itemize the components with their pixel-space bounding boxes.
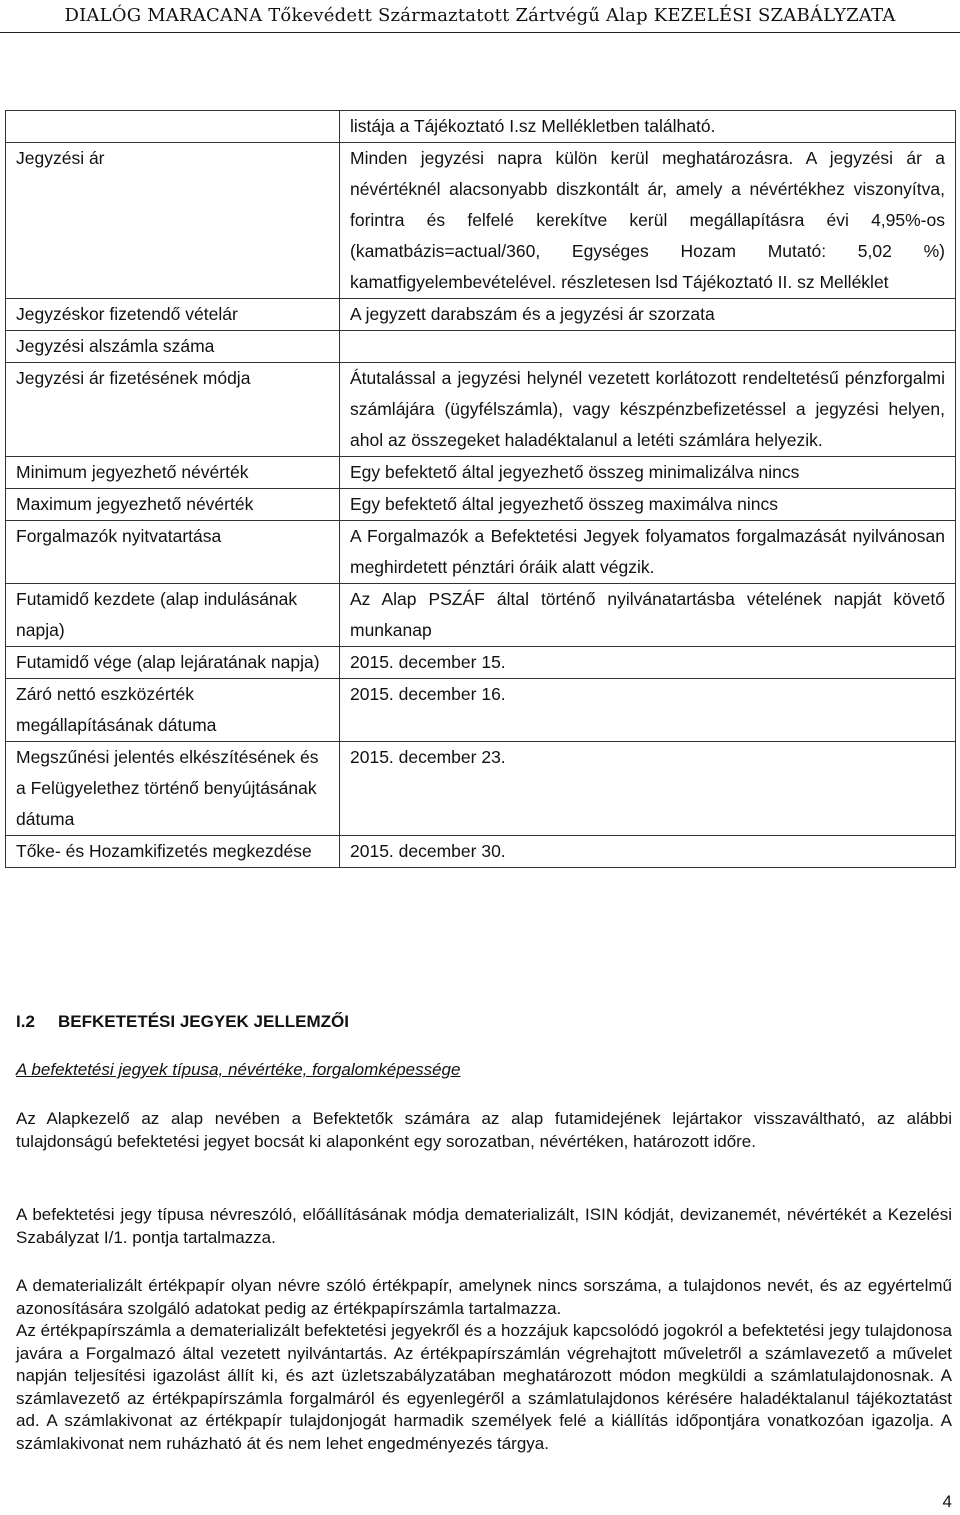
row-value: 2015. december 23.: [340, 742, 956, 836]
table-row: [6, 299, 956, 331]
paragraph: Az értékpapírszámla a dematerializált befektetési jegyekről és a hozzájuk kapcsolódó jogokról a befektetési jegy tulajdonosa javára a Forgalmazó által vezetett nyilvántartás. Az értékpapírszámlán végrehajtott műveletről a számlavezető a művelet napján teljesítési igazolást állít ki, és azt üzletszabályzatában meghatározott módon megküldi a számlatulajdonosnak. A számlavezető az értékpapírszámla forgalmáról és egyenlegéről a számlatulajdonos kérésére haladéktalanul tájékoztatást ad. A számlakivonat az értékpapír tulajdonjogát harmadik személyek felé a kiállítás időpontjára vonatkozóan igazolja. A számlakivonat nem ruházható át és nem lehet engedményezés tárgya.: [16, 1321, 952, 1453]
header-title: DIALÓG MARACANA Tőkevédett Származtatott Zártvégű Alap KEZELÉSI SZABÁLYZATA: [64, 5, 896, 26]
row-value: [340, 331, 956, 363]
body-text: [16, 1275, 952, 1455]
document-header: [0, 6, 960, 46]
table-row: [6, 679, 956, 742]
row-value: A jegyzett darabszám és a jegyzési ár szorzata: [340, 299, 956, 331]
row-value: listája a Tájékoztató I.sz Mellékletben található.: [340, 111, 956, 143]
row-value: 2015. december 30.: [340, 836, 956, 868]
section-title: BEFKETETÉSI JEGYEK JELLEMZŐI: [58, 1012, 349, 1031]
table-row: [6, 742, 956, 836]
table-row: [6, 457, 956, 489]
table-row: [6, 836, 956, 868]
table-row: [6, 489, 956, 521]
section-number: I.2: [16, 1012, 35, 1031]
row-label: Tőke- és Hozamkifizetés megkezdése: [6, 836, 340, 868]
table-row: [6, 143, 956, 299]
body-text: [16, 1204, 952, 1249]
row-value: Az Alap PSZÁF által történő nyilvánatartásba vételének napját követő munkanap: [340, 584, 956, 647]
row-label: Záró nettó eszközérték megállapításának dátuma: [6, 679, 340, 742]
row-value: 2015. december 16.: [340, 679, 956, 742]
row-label: Forgalmazók nyitvatartása: [6, 521, 340, 584]
row-label: Jegyzéskor fizetendő vételár: [6, 299, 340, 331]
row-label: Maximum jegyezhető névérték: [6, 489, 340, 521]
page-number: 4: [942, 1492, 952, 1511]
paragraph: A dematerializált értékpapír olyan névre szóló értékpapír, amelynek nincs sorszáma, a tulajdonos nevét, és az egyértelmű azonosítására szolgáló adatokat pedig az értékpapírszámla tartalmazza.: [16, 1276, 952, 1318]
row-label: Minimum jegyezhető névérték: [6, 457, 340, 489]
subheading: A befektetési jegyek típusa, névértéke, forgalomképessége: [16, 1060, 461, 1079]
row-value: Átutalással a jegyzési helynél vezetett korlátozott rendeltetésű pénzforgalmi számlájára (ügyfélszámla), vagy készpénzbefizetéssel a jegyzési helyen, ahol az összegeket haladéktalanul a letéti számlára helyezik.: [340, 363, 956, 457]
header-rule: [0, 32, 960, 33]
table-row: [6, 331, 956, 363]
paragraph: A befektetési jegy típusa névreszóló, előállításának módja dematerializált, ISIN kódját, devizanemét, névértékét a Kezelési Szabályzat I/1. pontja tartalmazza.: [16, 1205, 952, 1247]
row-label: [6, 111, 340, 143]
row-value: Minden jegyzési napra külön kerül meghatározásra. A jegyzési ár a névértéknél alacsonyabb diszkontált ár, amely a névértékhez viszonyítva, forintra és felfelé kerekítve kerül megállapításra évi 4,95%-os (kamatbázis=actual/360, Egységes Hozam Mutató: 5,02 %) kamatfigyelembevételével. részletesen lsd Tájékoztató II. sz Melléklet: [340, 143, 956, 299]
row-value: Egy befektető által jegyezhető összeg minimalizálva nincs: [340, 457, 956, 489]
row-label: Jegyzési alszámla száma: [6, 331, 340, 363]
table-row: [6, 584, 956, 647]
paragraph: Az Alapkezelő az alap nevében a Befektetők számára az alap futamidejének lejártakor visszaváltható, az alábbi tulajdonságú befektetési jegyet bocsát ki alaponként egy sorozatban, névértéken, határozott időre.: [16, 1109, 952, 1151]
table-row: [6, 521, 956, 584]
row-label: Jegyzési ár: [6, 143, 340, 299]
row-value: 2015. december 15.: [340, 647, 956, 679]
section-heading: [16, 1012, 349, 1032]
row-value: Egy befektető által jegyezhető összeg maximálva nincs: [340, 489, 956, 521]
table-row: [6, 647, 956, 679]
row-label: Megszűnési jelentés elkészítésének és a Felügyelethez történő benyújtásának dátuma: [6, 742, 340, 836]
table-row: [6, 111, 956, 143]
row-label: Futamidő kezdete (alap indulásának napja): [6, 584, 340, 647]
row-value: A Forgalmazók a Befektetési Jegyek folyamatos forgalmazását nyilvánosan meghirdetett pénztári óráik alatt végzik.: [340, 521, 956, 584]
row-label: Jegyzési ár fizetésének módja: [6, 363, 340, 457]
body-text: [16, 1108, 952, 1153]
row-label: Futamidő vége (alap lejáratának napja): [6, 647, 340, 679]
subscription-terms-table: [5, 110, 956, 868]
table-row: [6, 363, 956, 457]
